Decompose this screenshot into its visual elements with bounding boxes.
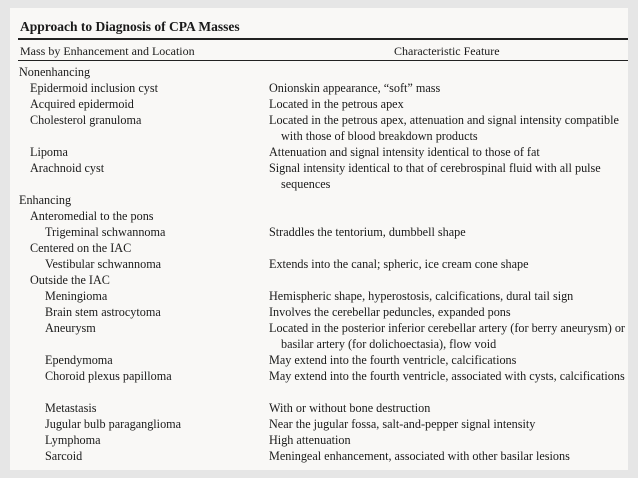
characteristic-feature: Near the jugular fossa, salt-and-pepper signal intensity — [269, 417, 536, 431]
mass-name: Vestibular schwannoma — [45, 257, 162, 271]
mass-name: Choroid plexus papilloma — [45, 369, 172, 383]
table-sheet — [10, 8, 628, 470]
mass-group-label: Centered on the IAC — [30, 241, 132, 255]
mass-group-label: Enhancing — [19, 193, 72, 207]
mass-name: Cholesterol granuloma — [30, 113, 142, 127]
mass-name: Epidermoid inclusion cyst — [30, 81, 158, 95]
mass-name: Jugular bulb paraganglioma — [45, 417, 182, 431]
characteristic-feature: With or without bone destruction — [269, 401, 431, 415]
characteristic-feature: High attenuation — [269, 433, 351, 447]
mass-name: Ependymoma — [45, 353, 113, 367]
mass-name: Arachnoid cyst — [30, 161, 105, 175]
column-header-mass: Mass by Enhancement and Location — [20, 44, 195, 58]
mass-name: Meningioma — [45, 289, 108, 303]
characteristic-feature: Attenuation and signal intensity identical to those of fat — [269, 145, 540, 159]
mass-name: Aneurysm — [45, 321, 96, 335]
column-header-feature: Characteristic Feature — [394, 44, 500, 58]
mass-name: Acquired epidermoid — [30, 97, 134, 111]
mass-group-label: Nonenhancing — [19, 65, 91, 79]
mass-name: Lymphoma — [45, 433, 101, 447]
characteristic-feature: Located in the posterior inferior cerebellar artery (for berry aneurysm) or basilar artery (for dolichoectasia), flow void — [269, 321, 625, 351]
characteristic-feature: Involves the cerebellar peduncles, expanded pons — [269, 305, 511, 319]
characteristic-feature: Onionskin appearance, “soft” mass — [269, 81, 441, 95]
mass-group-label: Outside the IAC — [30, 273, 110, 287]
header-rule — [18, 60, 628, 61]
characteristic-feature: May extend into the fourth ventricle, calcifications — [269, 353, 517, 367]
mass-name: Trigeminal schwannoma — [45, 225, 166, 239]
table-title: Approach to Diagnosis of CPA Masses — [20, 19, 240, 34]
characteristic-feature: Located in the petrous apex — [269, 97, 404, 111]
characteristic-feature: Extends into the canal; spheric, ice cream cone shape — [269, 257, 529, 271]
mass-name: Brain stem astrocytoma — [45, 305, 161, 319]
mass-group-label: Anteromedial to the pons — [30, 209, 154, 223]
title-rule — [18, 38, 628, 40]
characteristic-feature: Meningeal enhancement, associated with other basilar lesions — [269, 449, 570, 463]
mass-name: Sarcoid — [45, 449, 83, 463]
characteristic-feature: Signal intensity identical to that of cerebrospinal fluid with all pulse sequences — [269, 161, 601, 191]
mass-name: Lipoma — [30, 145, 68, 159]
characteristic-feature: Located in the petrous apex, attenuation and signal intensity compatible with those of blood breakdown products — [269, 113, 619, 143]
characteristic-feature: Hemispheric shape, hyperostosis, calcifications, dural tail sign — [269, 289, 574, 303]
mass-name: Metastasis — [45, 401, 97, 415]
characteristic-feature: Straddles the tentorium, dumbbell shape — [269, 225, 466, 239]
characteristic-feature: May extend into the fourth ventricle, associated with cysts, calcifications — [269, 369, 625, 383]
